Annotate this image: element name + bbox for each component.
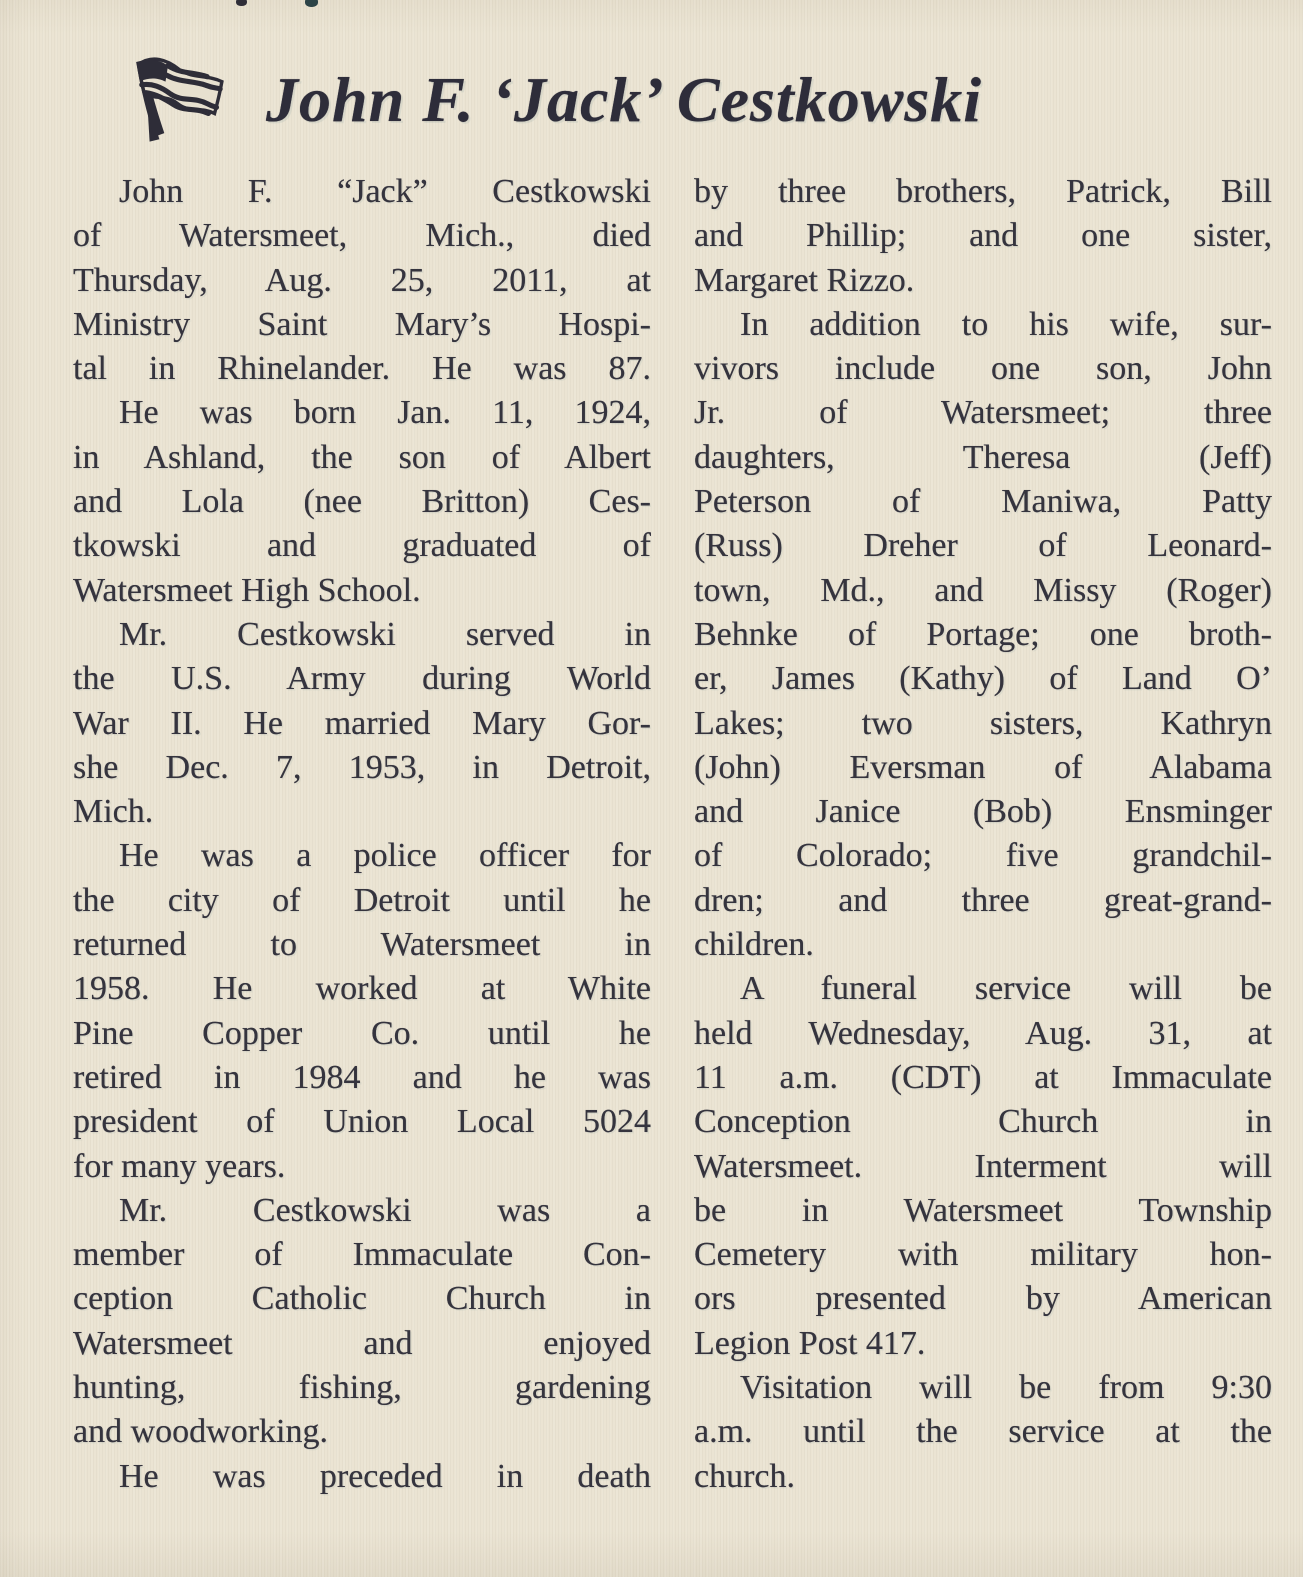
cutoff-text-mark <box>236 0 247 6</box>
body-text-line: 1958. He worked at White <box>73 970 651 1008</box>
body-text-line: a.m. until the service at the <box>694 1413 1272 1451</box>
body-text-line: Margaret Rizzo. <box>694 261 915 299</box>
body-text-line: Visitation will be from 9:30 <box>740 1369 1272 1407</box>
body-text-line: be in Watersmeet Township <box>694 1191 1272 1229</box>
body-text-line: tal in Rhinelander. He was 87. <box>73 350 651 388</box>
body-text-line: Mich. <box>73 793 154 831</box>
body-text-line: in Ashland, the son of Albert <box>73 438 651 476</box>
body-text-line: (John) Eversman of Alabama <box>694 748 1272 786</box>
body-text-line: Conception Church in <box>694 1103 1272 1141</box>
body-text-line: daughters, Theresa (Jeff) <box>694 438 1272 476</box>
body-text-line: A funeral service will be <box>740 970 1272 1008</box>
body-text-line: retired in 1984 and he was <box>73 1058 651 1096</box>
body-text-line: Peterson of Maniwa, Patty <box>694 483 1272 521</box>
body-text-line: president of Union Local 5024 <box>73 1103 651 1141</box>
body-text-line: He was a police officer for <box>119 837 651 875</box>
body-text-line: Legion Post 417. <box>694 1324 926 1362</box>
body-text-line: Watersmeet. Interment will <box>694 1147 1272 1185</box>
body-text-line: Pine Copper Co. until he <box>73 1014 651 1052</box>
body-text-line: Thursday, Aug. 25, 2011, at <box>73 261 651 299</box>
body-text-line: for many years. <box>73 1147 286 1185</box>
column-right <box>694 170 1272 1499</box>
body-text-line: dren; and three great-grand- <box>694 881 1272 919</box>
body-text-line: He was born Jan. 11, 1924, <box>119 394 651 432</box>
body-text-line: hunting, fishing, gardening <box>73 1369 651 1407</box>
body-text-line: Cemetery with military hon- <box>694 1236 1272 1274</box>
body-text-line: ception Catholic Church in <box>73 1280 651 1318</box>
body-text-line: member of Immaculate Con- <box>73 1236 651 1274</box>
body-text-line: children. <box>694 926 814 964</box>
body-text-line: John F. “Jack” Cestkowski <box>119 173 651 210</box>
body-text-line: Mr. Cestkowski served in <box>119 615 651 653</box>
body-text-line: ors presented by American <box>694 1280 1272 1318</box>
body-text-line: Watersmeet High School. <box>73 571 421 609</box>
body-text-line: War II. He married Mary Gor- <box>73 704 651 742</box>
body-text-line: Mr. Cestkowski was a <box>119 1191 651 1229</box>
body-text-line: church. <box>694 1457 796 1495</box>
body-text-line: held Wednesday, Aug. 31, at <box>694 1014 1272 1052</box>
body-text-line: and Janice (Bob) Ensminger <box>694 793 1272 831</box>
body-text-line: tkowski and graduated of <box>73 527 651 565</box>
column-left <box>73 170 651 1499</box>
body-text-line: the U.S. Army during World <box>73 660 651 698</box>
body-text-line: and Phillip; and one sister, <box>694 217 1272 255</box>
body-text-line: and Lola (nee Britton) Ces- <box>73 483 651 521</box>
body-text-line: vivors include one son, John <box>694 350 1272 388</box>
body-text-line: of Colorado; five grandchil- <box>694 837 1272 875</box>
body-text-line: of Watersmeet, Mich., died <box>73 217 651 255</box>
obituary-header <box>118 48 1233 152</box>
body-text-line: returned to Watersmeet in <box>73 926 651 964</box>
body-text-line: Jr. of Watersmeet; three <box>694 394 1272 432</box>
body-text-line: He was preceded in death <box>119 1457 651 1495</box>
body-text-line: the city of Detroit until he <box>73 881 651 919</box>
body-text-line: 11 a.m. (CDT) at Immaculate <box>694 1058 1272 1096</box>
body-text-line: er, James (Kathy) of Land O’ <box>694 660 1272 698</box>
cutoff-text-mark <box>305 0 318 7</box>
body-text-line: Ministry Saint Mary’s Hospi- <box>73 305 651 343</box>
body-text-line: she Dec. 7, 1953, in Detroit, <box>73 748 651 786</box>
body-text-line: In addition to his wife, sur- <box>740 305 1272 343</box>
body-text-line: Lakes; two sisters, Kathryn <box>694 704 1272 742</box>
body-text-line: Watersmeet and enjoyed <box>73 1324 651 1362</box>
body-text-line: by three brothers, Patrick, Bill <box>694 173 1272 210</box>
body-text-line: (Russ) Dreher of Leonard- <box>694 527 1272 565</box>
body-text-line: Behnke of Portage; one broth- <box>694 615 1272 653</box>
body-text-line: and woodworking. <box>73 1413 328 1451</box>
us-flag-icon <box>118 51 240 149</box>
body-text-line: town, Md., and Missy (Roger) <box>694 571 1272 609</box>
obituary-title: John F. ‘Jack’ Cestkowski <box>266 64 983 135</box>
